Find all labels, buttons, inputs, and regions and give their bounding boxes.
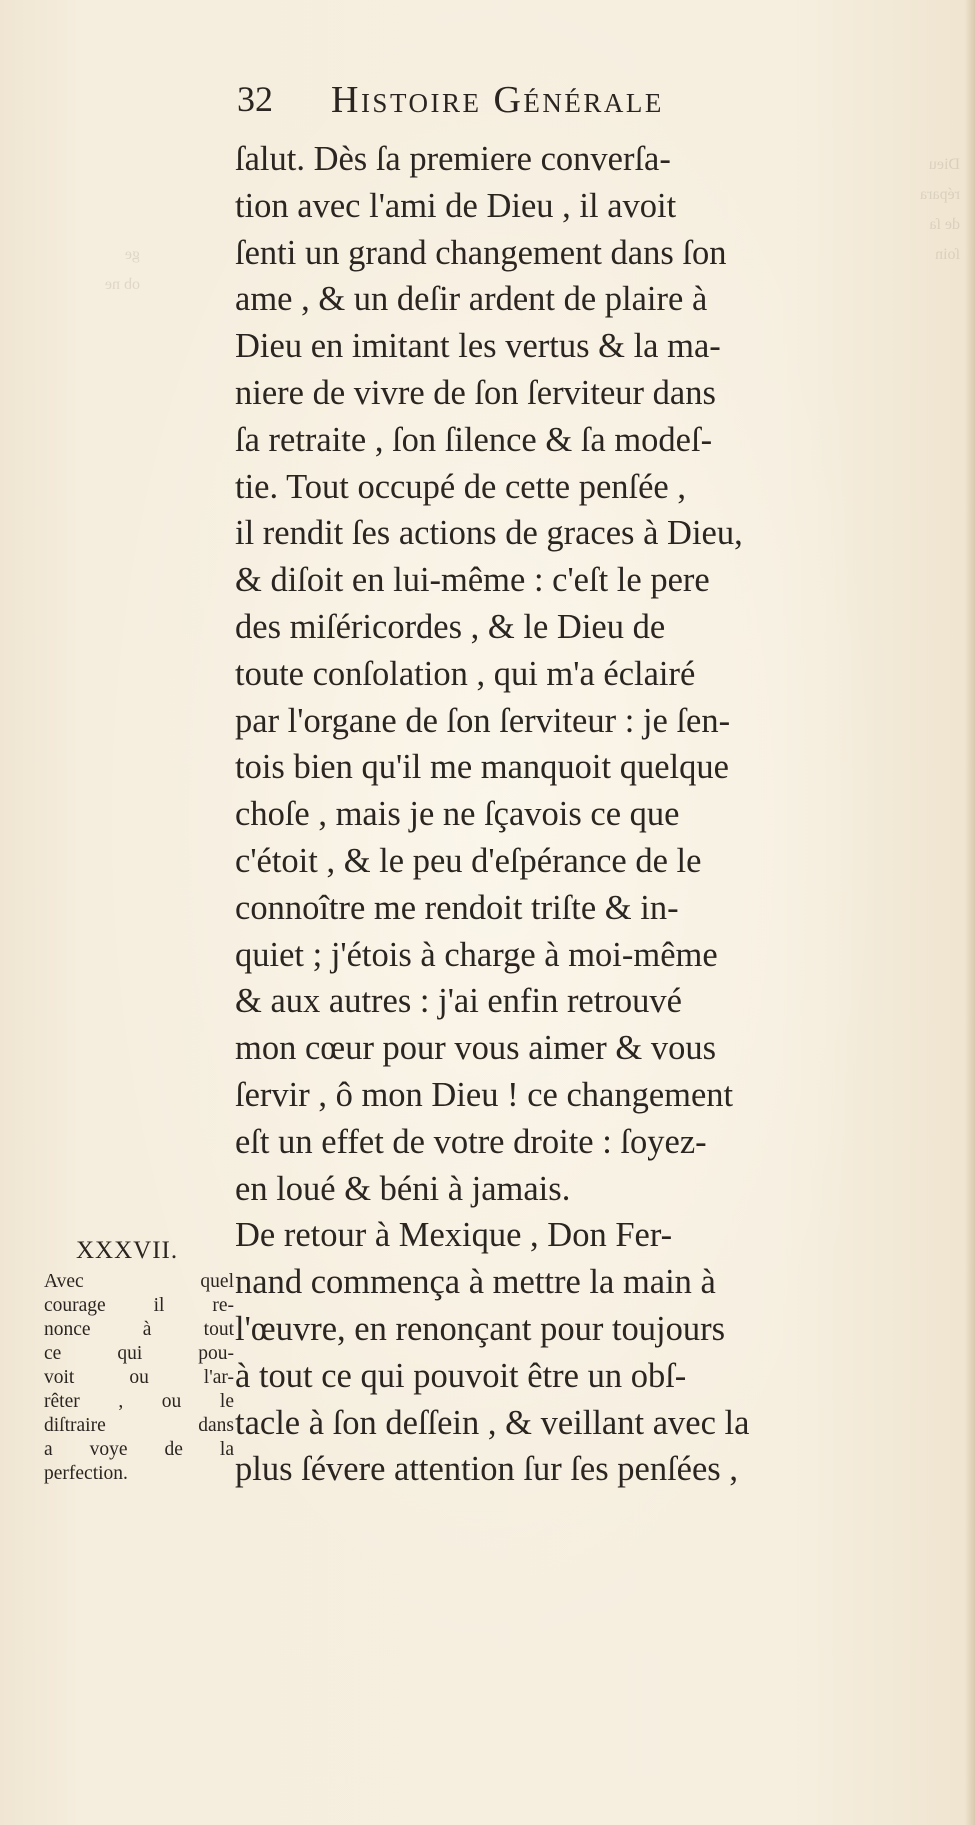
page-header xyxy=(237,78,877,128)
section-number: XXXVII. xyxy=(76,1237,179,1264)
text-line: ame , & un deſir ardent de plaire à xyxy=(235,280,708,319)
sidenote-line: nonce à tout xyxy=(44,1319,234,1340)
text-line: par l'organe de ſon ſerviteur : je ſen- xyxy=(235,701,731,740)
text-line: ſenti un grand changement dans ſon xyxy=(235,233,727,272)
text-line: mon cœur pour vous aimer & vous xyxy=(235,1029,717,1068)
text-line: c'étoit , & le peu d'eſpérance de le xyxy=(235,841,702,880)
sidenote-line: a voye de la xyxy=(44,1439,234,1460)
text-line: tacle à ſon deſſein , & veillant avec la xyxy=(235,1403,750,1442)
text-line: niere de vivre de ſon ſerviteur dans xyxy=(235,373,716,412)
text-line: nand commença à mettre la main à xyxy=(235,1263,716,1302)
text-line: Dieu en imitant les vertus & la ma- xyxy=(235,327,721,366)
text-line: l'œuvre, en renonçant pour toujours xyxy=(235,1309,726,1348)
sidenote-line: rêter , ou le xyxy=(44,1391,234,1412)
sidenote-line: perfection. xyxy=(44,1463,128,1484)
text-line: eſt un effet de votre droite : ſoyez- xyxy=(235,1122,707,1161)
text-line: plus ſévere attention ſur ſes penſées , xyxy=(235,1450,738,1489)
main-text-block xyxy=(235,136,915,1493)
text-line: ſervir , ô mon Dieu ! ce changement xyxy=(235,1075,734,1114)
text-line: il rendit ſes actions de graces à Dieu, xyxy=(235,514,743,553)
text-line: tois bien qu'il me manquoit quelque xyxy=(235,748,729,787)
text-line: en loué & béni à jamais. xyxy=(235,1169,571,1208)
marginal-note xyxy=(44,1270,234,1486)
text-line: & aux autres : j'ai enfin retrouvé xyxy=(235,982,682,1021)
text-line: choſe , mais je ne ſçavois ce que xyxy=(235,795,680,834)
text-line: & diſoit en lui-même : c'eſt le pere xyxy=(235,561,710,600)
sidenote-line: diſtraire dans xyxy=(44,1415,234,1436)
sidenote-line: Avec quel xyxy=(44,1271,234,1292)
text-line: ſalut. Dès ſa premiere converſa- xyxy=(235,140,671,178)
text-line: connoître me rendoit triſte & in- xyxy=(235,888,679,927)
running-title: Histoire Générale xyxy=(331,79,664,121)
page-number: 32 xyxy=(237,79,273,119)
text-line: toute conſolation , qui m'a éclairé xyxy=(235,654,696,693)
text-line: quiet ; j'étois à charge à moi-même xyxy=(235,935,718,974)
page-edge-shadow xyxy=(965,0,975,1825)
text-line: ſa retraite , ſon ſilence & ſa modeſ- xyxy=(235,420,713,459)
text-line: à tout ce qui pouvoit être un obſ- xyxy=(235,1356,687,1395)
text-line: tie. Tout occupé de cette penſée , xyxy=(235,467,686,506)
sidenote-line: voit ou l'ar- xyxy=(44,1367,234,1388)
sidenote-line: ce qui pou- xyxy=(44,1343,234,1364)
text-line: tion avec l'ami de Dieu , il avoit xyxy=(235,186,677,225)
sidenote-line: courage il re- xyxy=(44,1295,234,1316)
text-line: des miſéricordes , & le Dieu de xyxy=(235,607,666,646)
text-line: De retour à Mexique , Don Fer- xyxy=(235,1216,673,1255)
show-through-text-left: ge ob ne xyxy=(104,246,140,293)
show-through-text: Dieu répara de ſa ſoin xyxy=(920,156,960,263)
